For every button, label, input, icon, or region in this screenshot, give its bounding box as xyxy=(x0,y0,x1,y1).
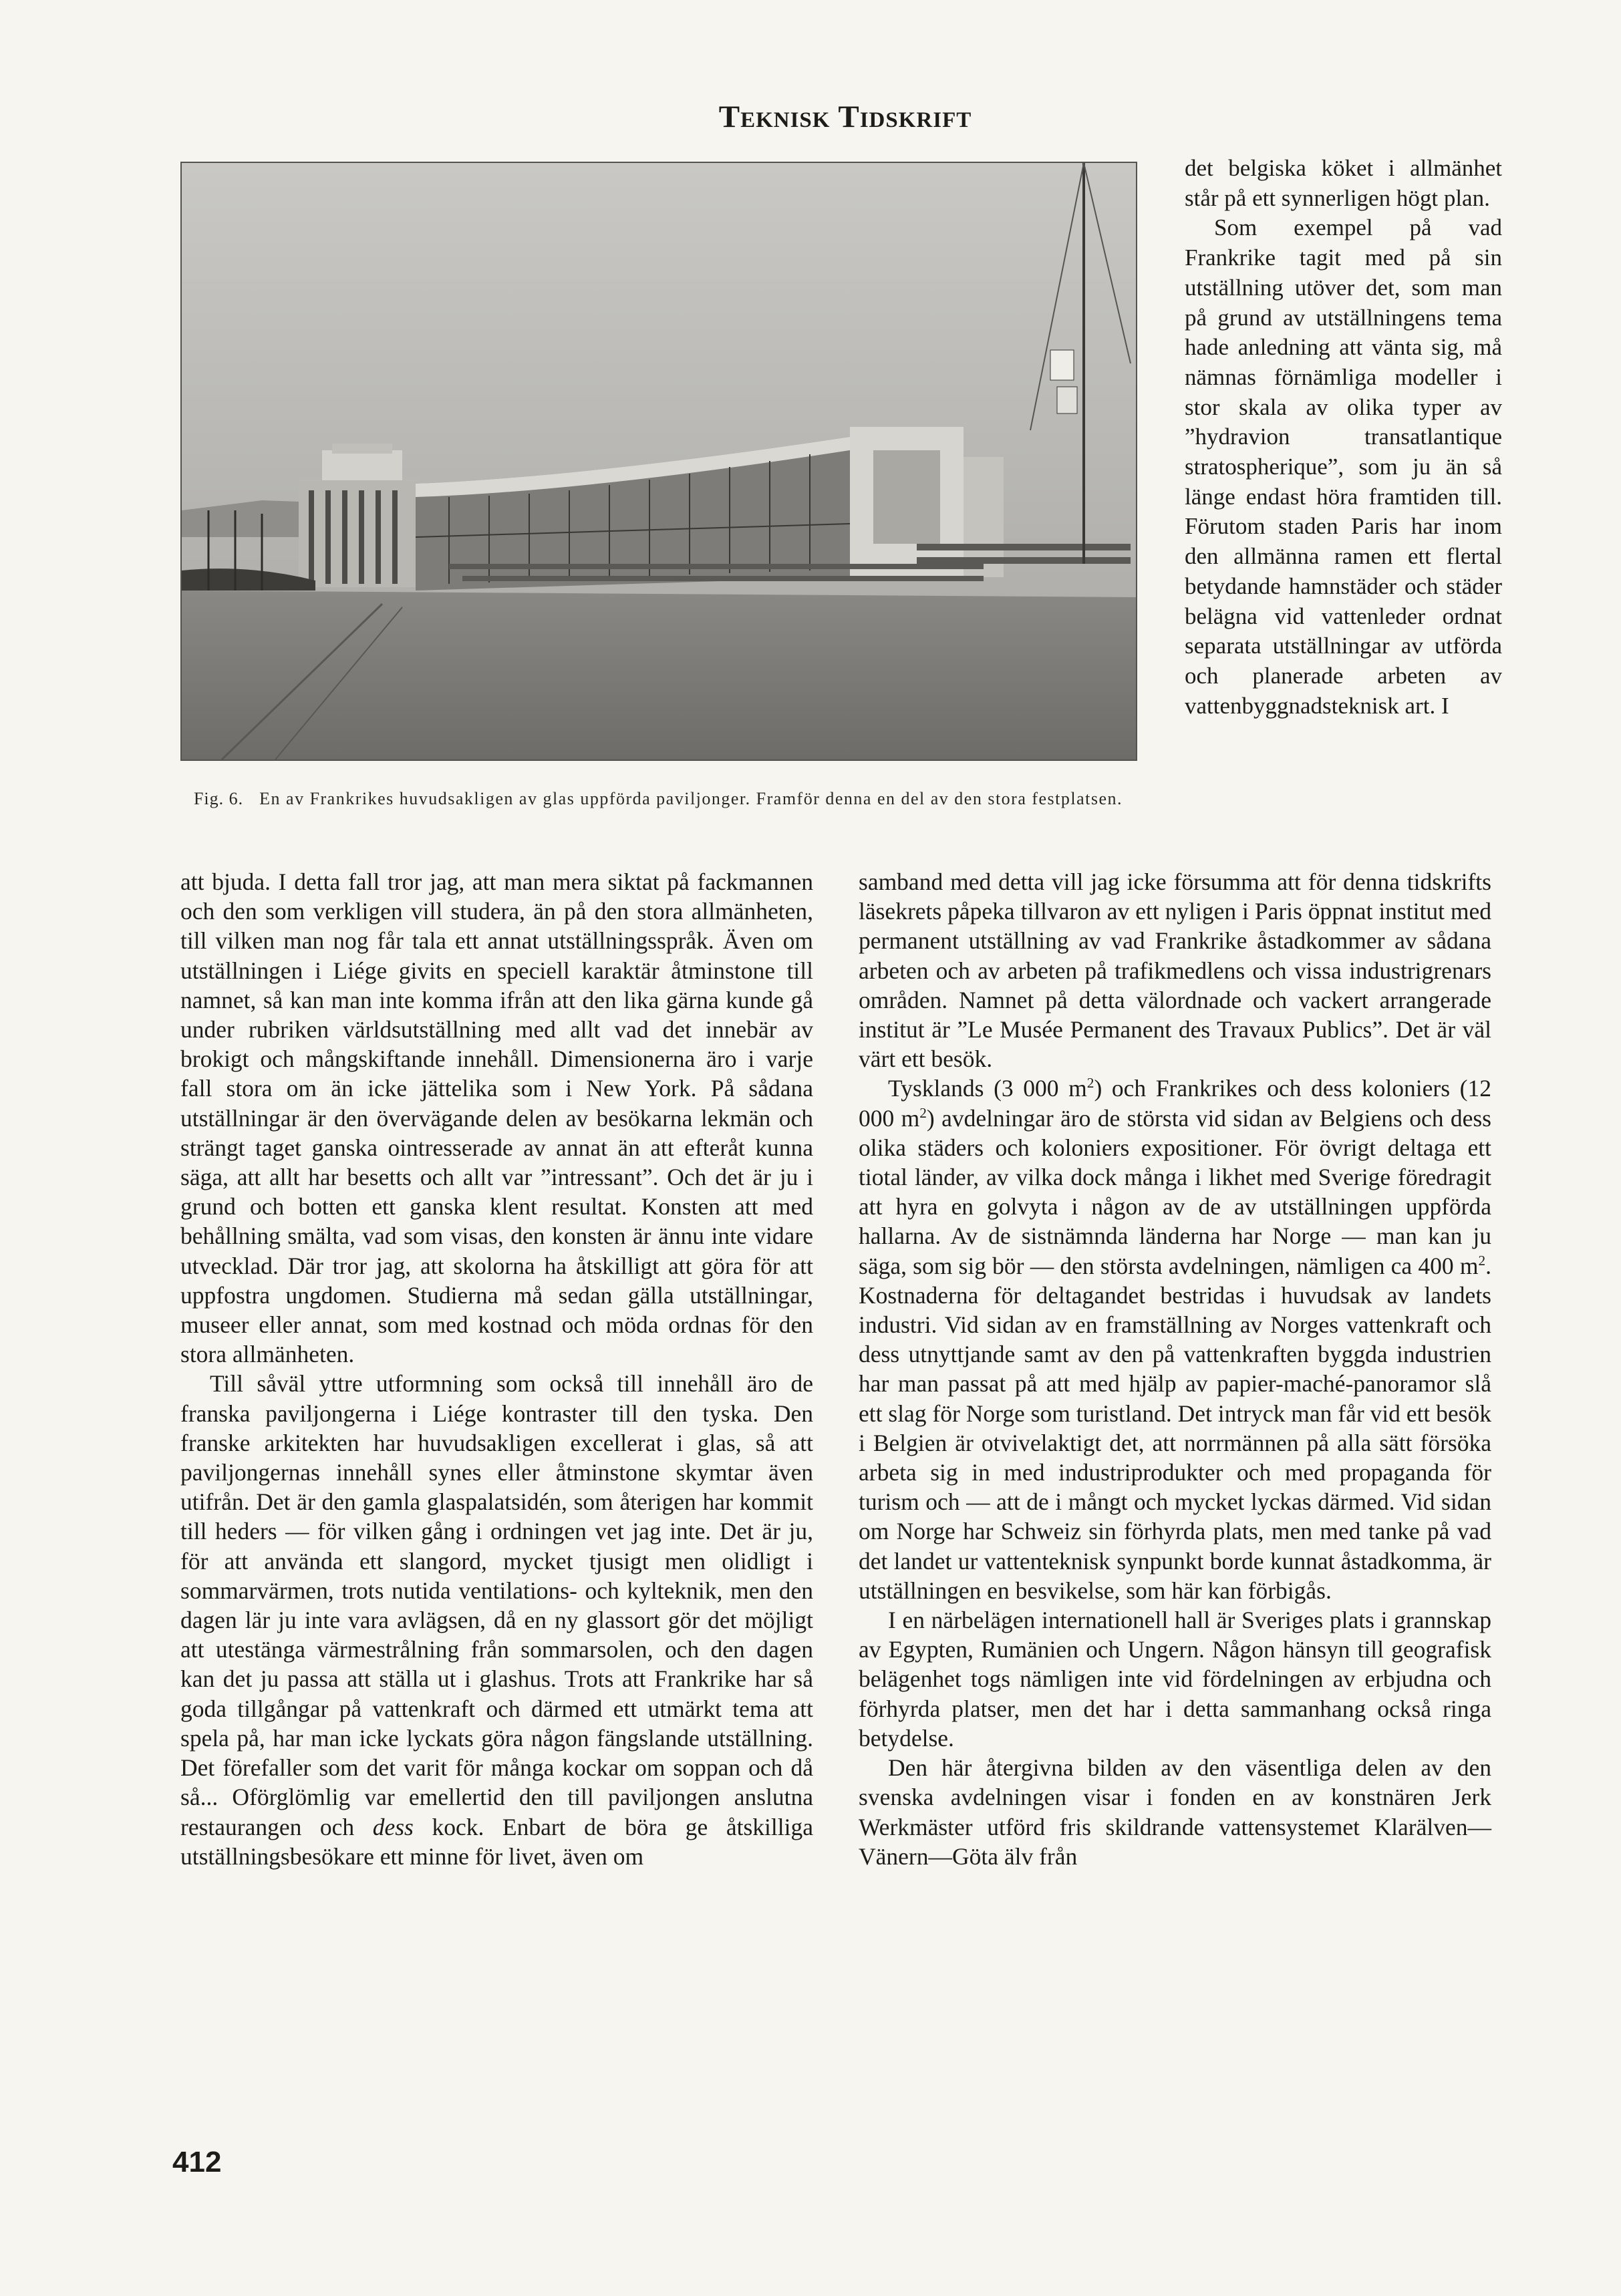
paragraph-text: Tysklands (3 000 m xyxy=(888,1075,1087,1102)
superscript: 2 xyxy=(1086,1075,1094,1092)
paragraph xyxy=(859,1074,1491,1605)
superscript: 2 xyxy=(1478,1252,1486,1269)
figure-photo-french-pavilion xyxy=(180,162,1137,761)
paragraph: Den här återgivna bilden av den väsentliga delen av den svenska avdelningen visar i fonden en av konstnären Jerk Werkmäster utförd fris skildrande vattensystemet Klarälven—Vänern—Göta älv från xyxy=(859,1754,1491,1870)
paragraph-text: ) och Frankrikes och dess koloniers (12 000 m xyxy=(859,1075,1491,1132)
left-column xyxy=(180,867,813,1871)
paragraph-text: ) avdelningar äro de största vid sidan av Belgiens och dess olika städers och koloniers expositioner. För övrigt deltaga ett tiotal länder, av vilka dock många i likhet med Sverige föredragit att hyra en golvyta i någon av de av utställningen uppförda hallarna. Av de sistnämnda länderna har Norge — man kan ju säga, som sig bör — den största avdelningen, nämligen ca 400 m xyxy=(859,1104,1491,1279)
paragraph xyxy=(180,1369,813,1870)
right-column xyxy=(859,867,1491,1871)
paragraph: samband med detta vill jag icke försumma att för denna tidskrifts läsekrets påpeka tillvaron av ett nyligen i Paris öppnat institut med permanent utställning av vad Frankrike åstadkommer av sådana arbeten och av arbeten på trafikmedlens och vissa industrigrenars områden. Namnet på detta välordnade och vackert arrangerade institut är ”Le Musée Permanent des Travaux Publics”. Det är väl värt ett besök. xyxy=(859,868,1491,1073)
paragraph: det belgiska köket i allmänhet står på ett synnerligen högt plan. xyxy=(1185,155,1502,211)
superscript: 2 xyxy=(919,1104,927,1121)
page-number: 412 xyxy=(172,2146,222,2178)
paragraph-text: Till såväl yttre utformning som också till innehåll äro de franska paviljongerna i Liége kontraster till den tyska. Den franske arkitekten har huvudsakligen excellerat i glas, så att paviljongernas innehåll synes eller åtminstone skymtar även utifrån. Det är den gamla glaspalatsidén, som återigen har kommit till heders — för vilken gång i ordningen vet jag inte. Det är ju, för att använda ett slangord, mycket tjusigt men olidligt i sommarvärmen, trots nutida ventilations- och kylteknik, men den dagen lär ju inte vara avlägsen, då en ny glassort gör det möjligt att utestänga värmestrålning från sommarsolen, och den dagen kan det ju passa att ställa ut i glashus. Trots att Frankrike har så goda tillgångar på vattenkraft och därmed ett utmärkt tema att spela på, har man icke lyckats göra någon fängslande utställning. Det förefaller som det varit för många kockar om soppan och då så... Oförglömlig var emellertid den till paviljongen anslutna restaurangen och xyxy=(180,1370,813,1840)
paragraph: I en närbelägen internationell hall är Sveriges plats i grannskap av Egypten, Rumänien och Ungern. Någon hänsyn till geografisk belägenhet togs nämligen inte vid fördelningen av erbjudna och förhyrda platser, men det har i detta sammanhang också ringa betydelse. xyxy=(859,1607,1491,1752)
italic-word: dess xyxy=(372,1813,414,1840)
figure-number: Fig. 6. xyxy=(193,789,244,808)
pavilion-photo-illustration xyxy=(182,163,1136,760)
right-column-top xyxy=(1185,154,1502,721)
paragraph-text: . Kostnaderna för deltagandet bestridas i huvudsak av landets industri. Vid sidan av en framställning av Norges vattenkraft och dess utnyttjande samt av den på vattenkraften byggda industrien har man passat på att med hjälp av papier-maché-panoramor slå ett slag för Norge som turistland. Det intryck man får vid ett besök i Belgien är otvivelaktigt det, att norrmännen på alla sätt försöka arbeta sig in med industriprodukter och med propaganda för turism och — att de i mångt och mycket lyckas därmed. Vid sidan om Norge har Schweiz sin förhyrda plats, men med tanke på vad det landet ur vattenteknisk synpunkt borde kunnat åstadkomma, är utställningen en besvikelse, som här kan förbigås. xyxy=(859,1252,1491,1604)
paragraph: att bjuda. I detta fall tror jag, att man mera siktat på fackmannen och den som verkligen vill studera, än på den stora allmänheten, till vilken man nog får tala ett annat utställningsspråk. Även om utställningen i Liége givits en speciell karaktär åtminstone till namnet, så kan man inte komma ifrån att den lika gärna kunde gå under rubriken världsutställning med allt vad det innebär av brokigt och mångskiftande innehåll. Dimensionerna äro i varje fall stora om än icke jättelika som i New York. På sådana utställningar är den övervägande delen av besökarna lekmän och strängt taget ganska ointresserade av annat än att efteråt kunna säga, att allt har besetts och allt var ”intressant”. Och det är ju i grund och botten ett ganska klent resultat. Konsten att med behållning smälta, vad som visas, den konsten är ännu inte vidare utvecklad. Där tror jag, att skolorna ha åtskilligt att göra för att uppfostra ungdomen. Studierna må sedan gälla utställningar, museer eller annat, som med kostnad och möda ordnas för den stora allmänheten. xyxy=(180,868,813,1368)
figure-caption-text: En av Frankrikes huvudsakligen av glas uppförda paviljonger. Framför denna en del av den stora festplatsen. xyxy=(259,789,1123,808)
figure-caption xyxy=(177,787,1139,811)
journal-title: Teknisk Tidskrift xyxy=(718,100,972,134)
paragraph: Som exempel på vad Frankrike tagit med på sin utställning utöver det, som man på grund av utställningens tema hade anledning att vänta sig, må nämnas förnämliga modeller i stor skala av olika typer av ”hydravion transatlantique stratospherique”, som ju än så länge endast höra framtiden till. Förutom staden Paris har inom den allmänna ramen ett flertal betydande hamnstäder och städer belägna vid vattenleder ordnat separata utställningar av utförda och planerade arbeten av vattenbyggnadsteknisk art. I xyxy=(1185,214,1502,719)
paragraph-text: kock. Enbart de böra ge åtskilliga utställningsbesökare ett minne för livet, även om xyxy=(180,1813,813,1870)
